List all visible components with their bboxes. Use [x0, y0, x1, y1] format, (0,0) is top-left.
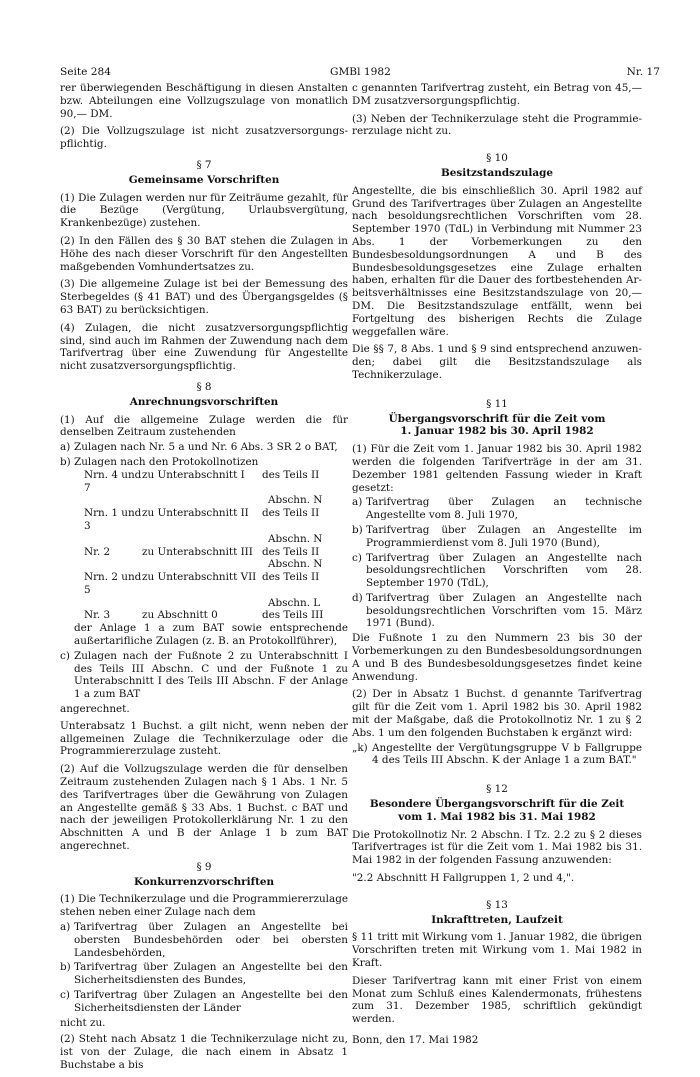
- table-row: [84, 546, 348, 559]
- paragraph: rer überwiegenden Beschäftigung in diesen Anstalten bzw. Abteilungen eine Vollzugszulage von monatlich 90,— DM.: [60, 82, 348, 120]
- paragraph: (1) Die Zulagen werden nur für Zeiträume gezahlt, für die Bezüge (Vergütung, Urlaubsvergütung, Krankenbezüge) zustehen.: [60, 191, 348, 230]
- section-title-line: vom 1. Mai 1982 bis 31. Mai 1982: [398, 810, 596, 823]
- list-item: [352, 552, 642, 590]
- paragraph: (2) Steht nach Absatz 1 die Technikerzulage nicht zu, ist von der Zulage, die nach einem in Absatz 1 Buchstabe a bis: [60, 1033, 348, 1071]
- paragraph: Angestellte, die bis einschließlich 30. April 1982 auf Grund des Tarifvertrages über Zulagen an Angestellte nach besoldungsrechtlichen Vorschriften vom 28. September 1970 (TdL) in Verbindung mit Nummer 23 Abs. 1 der Vorbemerkungen zu den Bundesbesoldungsordnungen A und B des Bundesbesoldungsgesetzes eine Zulage erhalten haben, erhalten für die Dauer des fortbestehenden Arbeitsverhältnisses eine Besitzstandszulage von 20,— DM. Die Besitzstandszulage entfällt, wenn bei Fortgeltung des bisherigen Rechts die Zulage weggefallen wäre.: [352, 184, 642, 338]
- paragraph: c genannten Tarifvertrag zusteht, ein Betrag von 45,— DM zusatzversorgungspflichtig.: [352, 82, 642, 107]
- table-cell: Abschn. L: [268, 596, 321, 609]
- list-text: Tarifvertrag über Zulagen an Angestellte bei den Sicherheitsdiensten der Länder: [74, 989, 348, 1014]
- table-cell: Nrn. 2 und 5: [84, 571, 142, 596]
- protokoll-table: [84, 469, 348, 623]
- paragraph: Die Fußnote 1 zu den Nummern 23 bis 30 der Vorbemerkungen zu den Bundesbesoldungsordnungen A und B des Bundesbesoldungsgesetzes findet keine Anwendung.: [352, 632, 642, 683]
- section-title: Inkrafttreten, Laufzeit: [431, 913, 563, 926]
- section-title: [352, 798, 642, 824]
- list-item: [60, 921, 348, 959]
- list-label: „k): [352, 741, 368, 754]
- paragraph: "2.2 Abschnitt H Fallgruppen 1, 2 und 4,".: [352, 872, 575, 885]
- paragraph: (1) Auf die allgemeine Zulage werden die für denselben Zeitraum zustehenden: [60, 413, 348, 439]
- list-text: Zulagen nach der Fußnote 2 zu Unterabschnitt I des Teils III Abschn. C und der Fußnote 1 zu Unterabschnitt I des Teils III Abschn. F der Anlage 1 a zum BAT: [74, 649, 348, 701]
- table-cell: zu Unterabschnitt II: [142, 507, 249, 520]
- section-number: § 11: [486, 397, 508, 410]
- list-item: [60, 650, 348, 701]
- paragraph: Unterabsatz 1 Buchst. a gilt nicht, wenn neben der allgemeinen Zulage die Technikerzulage oder die Programmiererzulage zusteht.: [60, 719, 348, 758]
- section-number: § 9: [196, 860, 212, 873]
- paragraph: Die Protokollnotiz Nr. 2 Abschn. I Tz. 2.2 zu § 2 dieses Tarifvertrages ist für die Zeit vom 1. Mai 1982 bis 31. Mai 1982 in der folgenden Fassung anzuwenden:: [352, 828, 642, 867]
- table-cell: des Teils II: [262, 545, 320, 558]
- table-row: [84, 609, 348, 622]
- section-number: § 8: [196, 380, 212, 393]
- table-cell: des Teils II: [262, 571, 320, 584]
- paragraph: Die §§ 7, 8 Abs. 1 und § 9 sind entsprechend anzuwenden; dabei gilt die Besitzstandszulage als Technikerzulage.: [352, 343, 642, 381]
- list-text: Tarifvertrag über Zulagen an Angestellte nach besoldungsrechtlichen Vorschriften vom 15. März 1971 (Bund).: [366, 591, 642, 630]
- list-label: a): [352, 496, 363, 509]
- table-cell: zu Unterabschnitt VII: [142, 571, 257, 584]
- list-label: b): [60, 961, 71, 974]
- section-title-line: Besondere Übergangsvorschrift für die Zeit: [369, 798, 625, 811]
- table-cell: zu Abschnitt 0: [142, 609, 218, 622]
- list-label: c): [60, 989, 70, 1001]
- section-number: § 12: [486, 783, 508, 796]
- list-text: Tarifvertrag über Zulagen an Angestellte bei den Sicherheitsdiensten des Bundes,: [74, 961, 348, 987]
- list-item: [352, 524, 642, 550]
- table-cell: Nr. 2: [84, 545, 111, 558]
- paragraph: (2) In den Fällen des § 30 BAT stehen die Zulagen in Höhe des nach dieser Vorschrift für den Angestellten maßgebenden Vomhundertsatzes zu.: [60, 234, 348, 273]
- list-item: [352, 742, 642, 768]
- table-row: [84, 597, 348, 610]
- list-text: Angestellte der Vergütungsgruppe V b Fallgruppe 4 des Teils III Abschn. K der Anlage 1 a zum BAT.": [372, 741, 642, 767]
- list-text: Zulagen nach Nr. 5 a und Nr. 6 Abs. 3 SR 2 o BAT,: [74, 441, 338, 454]
- list-text: Tarifvertrag über Zulagen an Angestellte bei obersten Bundesbehörden oder bei obersten Landesbehörden,: [74, 921, 348, 959]
- list-item: [60, 456, 348, 469]
- list-label: c): [352, 551, 362, 564]
- table-cell: des Teils II: [262, 468, 320, 481]
- list-item: [352, 592, 642, 630]
- table-row: [84, 507, 348, 533]
- paragraph: (2) Der in Absatz 1 Buchst. d genannte Tarifvertrag gilt für die Zeit vom 1. April 1982 bis 30. April 1982 mit der Maßgabe, daß die Protokollnotiz Nr. 1 zu § 2 Abs. 1 um den folgenden Buchstaben k ergänzt wird:: [352, 688, 642, 739]
- journal-title: GMBl 1982: [330, 66, 391, 78]
- page-number: Seite 284: [60, 66, 112, 78]
- table-row: [84, 494, 348, 507]
- paragraph: (1) Für die Zeit vom 1. Januar 1982 bis 30. April 1982 werden die folgenden Tarifverträge in der am 31. Dezember 1981 geltenden Fassung wieder in Kraft gesetzt:: [352, 443, 642, 494]
- paragraph: der Anlage 1 a zum BAT sowie entsprechende außertarifliche Zulagen (z. B. an Protokollführer),: [74, 622, 348, 648]
- table-row: [84, 571, 348, 597]
- list-text: Tarifvertrag über Zulagen an Angestellte nach besoldungsrechtlichen Vorschriften vom 28. September 1970 (TdL),: [366, 551, 642, 590]
- table-row: [84, 469, 348, 495]
- table-cell: Abschn. N: [268, 494, 323, 507]
- section-number: § 13: [486, 898, 508, 911]
- paragraph: (2) Die Vollzugszulage ist nicht zusatzversorgungspflichtig.: [60, 125, 348, 151]
- section-number: § 7: [196, 158, 212, 171]
- section-title: Konkurrenzvorschriften: [133, 875, 275, 888]
- section-title-line: 1. Januar 1982 bis 30. April 1982: [400, 425, 594, 438]
- list-item: [60, 989, 348, 1015]
- issue-number: Nr. 17: [626, 66, 660, 78]
- list-item: [60, 441, 348, 454]
- paragraph: § 11 tritt mit Wirkung vom 1. Januar 1982, die übrigen Vorschriften treten mit Wirkung vom 1. Mai 1982 in Kraft.: [352, 931, 642, 970]
- table-cell: Nrn. 1 und 3: [84, 507, 142, 532]
- table-row: [84, 533, 348, 546]
- table-cell: Abschn. N: [268, 532, 323, 545]
- page-header: [60, 66, 660, 80]
- table-cell: Nrn. 4 und 7: [84, 468, 142, 494]
- section-title: [352, 413, 642, 439]
- list-label: a): [60, 441, 71, 454]
- table-cell: zu Unterabschnitt III: [142, 545, 253, 558]
- paragraph: nicht zu.: [60, 1016, 106, 1029]
- paragraph: angerechnet.: [60, 703, 130, 716]
- list-label: b): [60, 455, 71, 468]
- section-number: § 10: [486, 152, 508, 165]
- section-title: Gemeinsame Vorschriften: [128, 173, 280, 186]
- list-text: Zulagen nach den Protokollnotizen: [74, 455, 259, 468]
- table-cell: des Teils III: [262, 609, 324, 622]
- list-item: [60, 961, 348, 987]
- left-column: [60, 82, 348, 1077]
- paragraph: (2) Auf die Vollzugszulage werden die für denselben Zeitraum zustehenden Zulagen nach § 1 Abs. 1 Nr. 5 des Tarifvertrages über die Gewährung von Zulagen an Angestellte gemäß § 33 Abs. 1 Buchst. c BAT und nach der jeweiligen Protokollerklärung Nr. 1 zu den Abschnitten A und B der Anlage 1 b zum BAT angerechnet.: [60, 763, 348, 853]
- paragraph: (1) Die Technikerzulage und die Programmiererzulage stehen neben einer Zulage nach dem: [60, 893, 348, 919]
- list-text: Tarifvertrag über Zulagen an technische Angestellte vom 8. Juli 1970,: [366, 496, 642, 522]
- paragraph: (3) Die allgemeine Zulage ist bei der Bemessung des Sterbegeldes (§ 41 BAT) und des Übergangsgeldes (§ 63 BAT) zu berücksichtigen.: [60, 278, 348, 316]
- table-cell: Abschn. N: [268, 558, 323, 571]
- list-label: c): [60, 649, 70, 662]
- signature-line: Bonn, den 17. Mai 1982: [352, 1034, 479, 1046]
- right-column: [352, 82, 642, 1052]
- paragraph: (4) Zulagen, die nicht zusatzversorgungspflichtig sind, sind auch im Rahmen der Zuwendung nach dem Tarifvertrag über eine Zuwendung für Angestellte nicht zusatzversorgungspflichtig.: [60, 321, 348, 373]
- list-label: b): [352, 523, 363, 536]
- list-label: d): [352, 591, 363, 604]
- table-cell: des Teils II: [262, 507, 320, 520]
- section-title-line: Übergangsvorschrift für die Zeit vom: [388, 412, 606, 425]
- paragraph: (3) Neben der Technikerzulage steht die Programmiererzulage nicht zu.: [352, 112, 642, 138]
- section-title: Besitzstandszulage: [441, 166, 553, 179]
- table-cell: zu Unterabschnitt I: [142, 468, 245, 481]
- list-label: a): [60, 921, 71, 934]
- table-row: [84, 558, 348, 571]
- table-cell: Nr. 3: [84, 609, 111, 622]
- list-item: [352, 496, 642, 522]
- paragraph: Dieser Tarifvertrag kann mit einer Frist von einem Monat zum Schluß eines Kalendermonats, frühestens zum 31. Dezember 1985, schriftlich gekündigt werden.: [352, 974, 642, 1026]
- list-text: Tarifvertrag über Zulagen an Angestellte im Programmierdienst vom 8. Juli 1970 (Bund),: [366, 523, 642, 549]
- section-title: Anrechnungsvorschriften: [129, 395, 279, 408]
